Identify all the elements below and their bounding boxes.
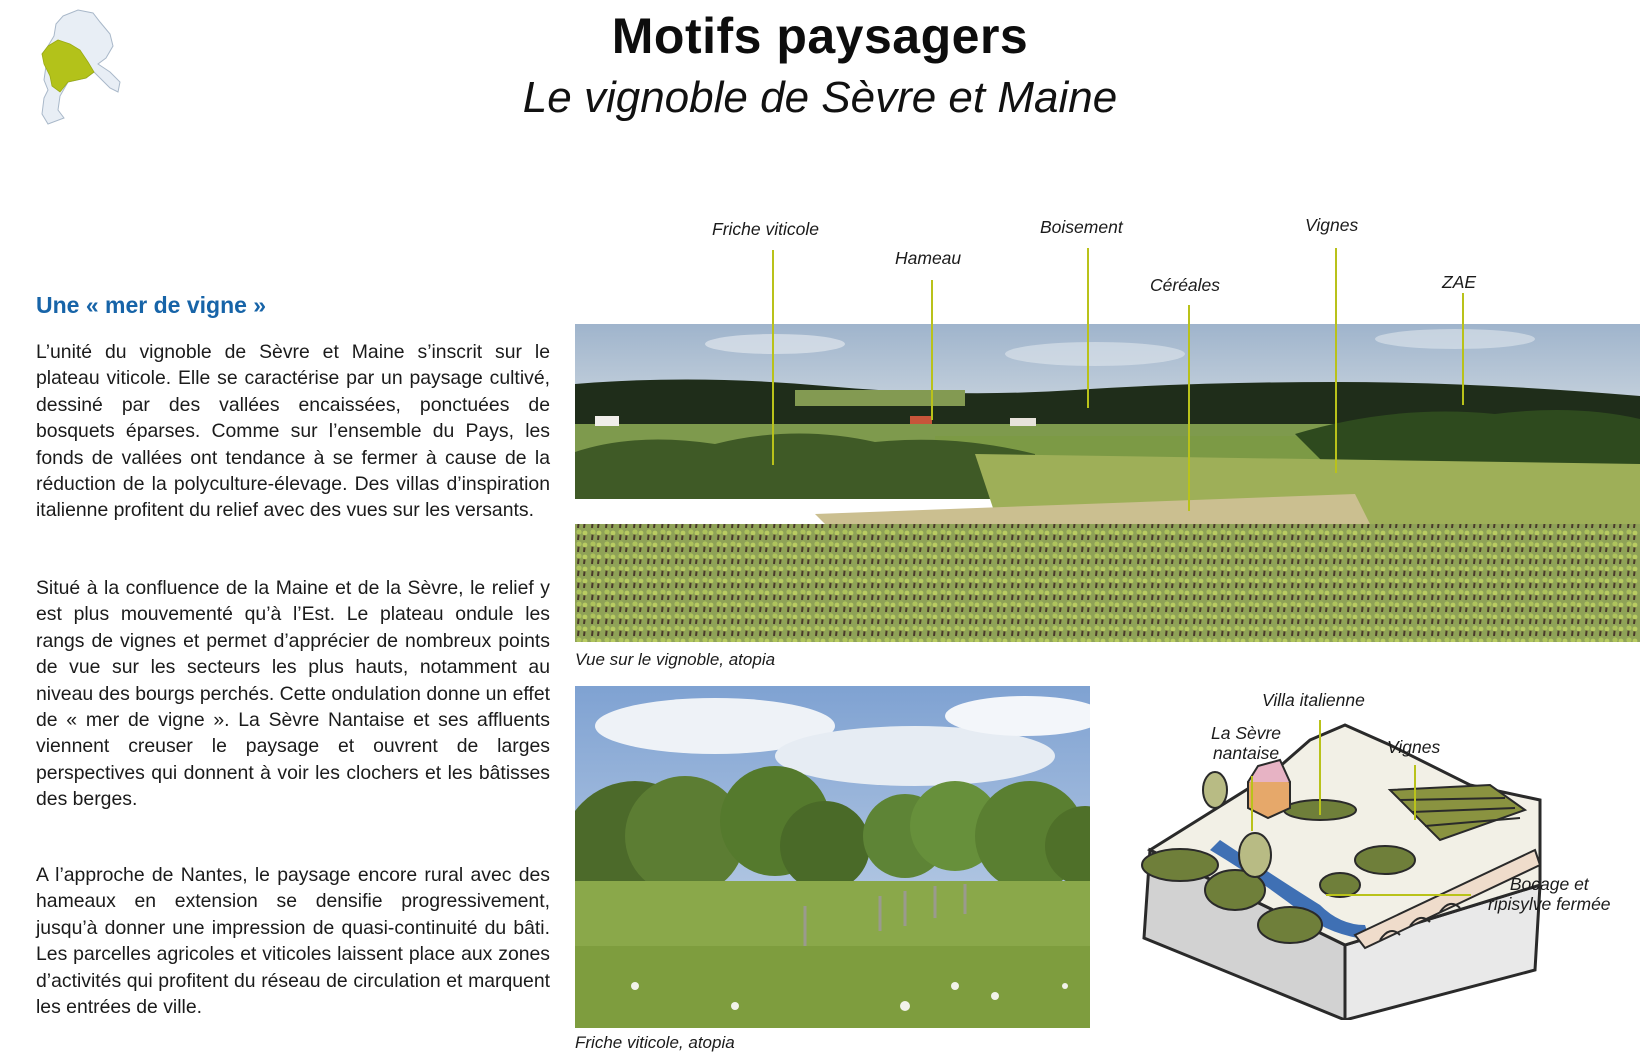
label-la-sevre-nantaise [1211, 723, 1281, 763]
paragraph-2: Situé à la confluence de la Maine et de la Sèvre, le relief y est plus mouvementé qu’à l’Est. Le plateau ondule les rangs de vignes et permet d’apprécier de nombreux points de vue sur les secteurs les plus hauts, notamment au niveau des bourgs perchés. Cette ondulation donne un effet de « mer de vigne ». La Sèvre Nantaise et ses affluents viennent creuser le paysage et ouvrent de larges perspectives qui donnent à voir les clochers et les bâtisses des berges. [36, 577, 550, 811]
leader-vignes-panorama [1335, 248, 1337, 473]
leader-vignes-diagram [1414, 765, 1416, 820]
label-boisement: Boisement [1040, 217, 1123, 237]
villa-icon [1248, 760, 1290, 818]
label-zae: ZAE [1442, 272, 1477, 292]
label-bocage-line1: Bocage et [1509, 874, 1589, 894]
leader-hameau [931, 280, 933, 420]
friche-caption: Friche viticole, atopia [575, 1033, 735, 1052]
label-hameau: Hameau [895, 248, 962, 268]
leader-la-sevre-nantaise [1251, 776, 1253, 831]
leader-villa-italienne [1319, 720, 1321, 815]
label-villa-italienne: Villa italienne [1262, 690, 1365, 710]
page-title: Motifs paysagers [611, 8, 1029, 64]
label-cereales: Céréales [1150, 275, 1221, 295]
leader-boisement [1087, 248, 1089, 408]
label-friche-viticole: Friche viticole [712, 219, 819, 239]
leader-bocage [1326, 894, 1471, 896]
label-sevre-line1: La Sèvre [1211, 723, 1282, 743]
leader-cereales [1188, 305, 1190, 511]
friche-viticole-photo [575, 686, 1090, 1028]
vineyard-panorama-photo [575, 324, 1640, 642]
panorama-caption: Vue sur le vignoble, atopia [575, 650, 776, 669]
page-subtitle: Le vignoble de Sèvre et Maine [522, 73, 1118, 122]
leader-friche-viticole [772, 250, 774, 465]
label-bocage-line2: ripisylve fermée [1488, 894, 1611, 914]
label-sevre-line2: nantaise [1212, 743, 1280, 763]
label-bocage [1488, 874, 1611, 914]
section-heading: Une « mer de vigne » [36, 292, 267, 318]
leader-zae [1462, 293, 1464, 405]
paragraph-1: L’unité du vignoble de Sèvre et Maine s’inscrit sur le plateau viticole. Elle se caractérise par un paysage cultivé, dessiné par des vallées encaissées, ponctuées de bosquets éparses. Comme sur l’ensemble du Pays, les fonds de vallées ont tendance à se fermer à cause de la réduction de la polyculture-élevage. Des villas d’inspiration italienne profitent du relief avec des vues sur les versants. [36, 341, 550, 522]
label-vignes-panorama: Vignes [1305, 215, 1359, 235]
label-vignes-diagram: Vignes [1387, 737, 1441, 757]
paragraph-3: A l’approche de Nantes, le paysage encore rural avec des hameaux en extension se densifie progressivement, jusqu’à donner une impression de quasi-continuité du bâti. Les parcelles agricoles et viticoles laissent place aux zones d’activités qui profitent du réseau de circulation et marquent les entrées de ville. [36, 864, 550, 1019]
